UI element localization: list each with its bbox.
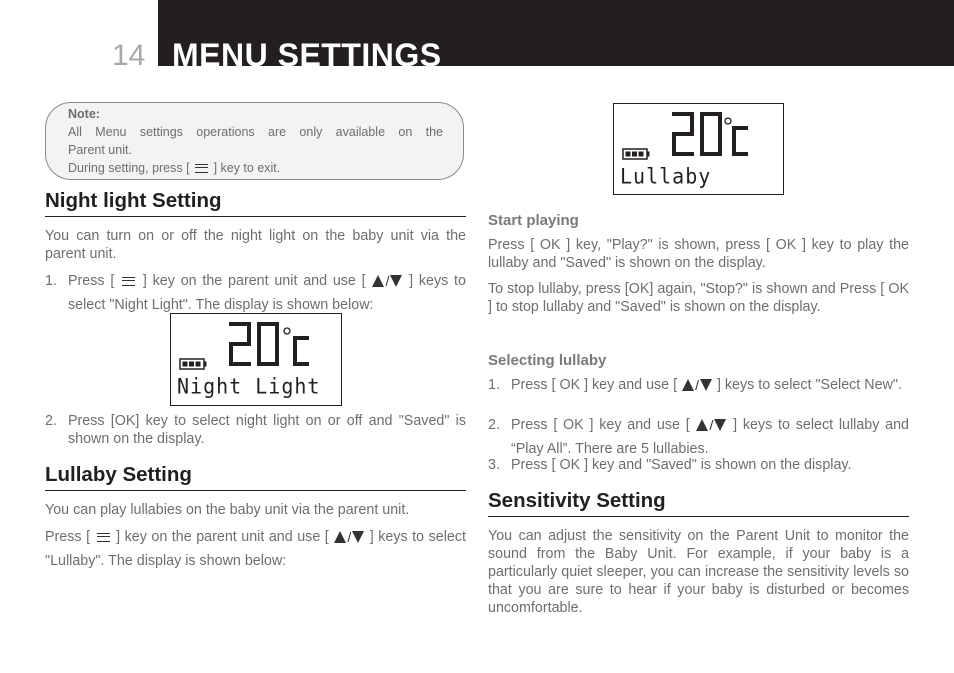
night-light-intro: You can turn on or off the night light on the baby unit via the parent unit. bbox=[45, 228, 466, 262]
menu-key-icon bbox=[195, 164, 208, 173]
up-down-keys-icon: / bbox=[696, 416, 726, 440]
sensitivity-heading: Sensitivity Setting bbox=[488, 489, 909, 517]
selecting-step-2: 2. Press [ OK ] key and use [ / ] keys to select lullaby and “Play All”. There are 5 lullabies. bbox=[488, 417, 910, 457]
lullaby-instructions: Press [ ] key on the parent unit and use [ / ] keys to select "Lullaby". The display is shown below: bbox=[45, 529, 466, 569]
temperature-digits bbox=[231, 324, 307, 364]
note-line-2: Parent unit. bbox=[68, 143, 132, 157]
up-down-keys-icon: / bbox=[682, 376, 712, 400]
night-light-step-2: 2. Press [OK] key to select night light on or off and "Saved" is shown on the display. bbox=[45, 413, 466, 447]
lcd-label-night-light: Night Light bbox=[177, 373, 321, 399]
page-number: 14 bbox=[112, 39, 146, 72]
start-playing-heading: Start playing bbox=[488, 212, 579, 229]
sensitivity-para: You can adjust the sensitivity on the Parent Unit to monitor the sound from the Baby Unit. For example, if your baby is a particularly quiet sleeper, you can increase the sensitivity levels so that you are sure to hear if your baby is disturbed or becomes uncomfortable. bbox=[488, 528, 909, 616]
night-light-step-1: 1. Press [ ] key on the parent unit and use [ / ] keys to select "Night Light". The display is shown below: bbox=[45, 273, 466, 313]
night-light-heading: Night light Setting bbox=[45, 189, 466, 217]
start-playing-para-2: To stop lullaby, press [OK] again, "Stop?" is shown and Press [ OK ] to stop lullaby and "Saved" is shown on the display. bbox=[488, 281, 909, 315]
start-playing-para-1: Press [ OK ] key, "Play?" is shown, press [ OK ] key to play the lullaby and "Saved" is shown on the display. bbox=[488, 237, 909, 271]
degree-icon bbox=[284, 328, 290, 334]
lcd-label-lullaby: Lullaby bbox=[620, 163, 712, 189]
lullaby-heading: Lullaby Setting bbox=[45, 463, 466, 491]
note-title: Note: bbox=[68, 107, 100, 121]
up-down-keys-icon: / bbox=[334, 528, 364, 552]
selecting-step-3: 3. Press [ OK ] key and "Saved" is shown on the display. bbox=[488, 457, 852, 473]
note-line-1: All Menu settings operations are only available on the bbox=[68, 125, 443, 139]
temperature-digits bbox=[674, 114, 746, 154]
lcd-display-lullaby bbox=[613, 103, 784, 195]
lullaby-intro: You can play lullabies on the baby unit via the parent unit. bbox=[45, 502, 410, 518]
page-title: MENU SETTINGS bbox=[172, 37, 442, 66]
up-down-keys-icon: / bbox=[372, 272, 402, 296]
lcd-display-night-light bbox=[170, 313, 342, 406]
battery-icon bbox=[180, 359, 207, 369]
note-box bbox=[45, 102, 464, 180]
selecting-lullaby-heading: Selecting lullaby bbox=[488, 352, 607, 369]
battery-icon bbox=[623, 149, 650, 159]
menu-key-icon bbox=[122, 277, 135, 286]
header-bar bbox=[158, 0, 954, 66]
degree-icon bbox=[725, 118, 731, 124]
selecting-step-1: 1. Press [ OK ] key and use [ / ] keys to select "Select New". bbox=[488, 376, 909, 412]
note-line-3: During setting, press [ ] key to exit. bbox=[68, 161, 281, 175]
menu-key-icon bbox=[97, 533, 110, 542]
